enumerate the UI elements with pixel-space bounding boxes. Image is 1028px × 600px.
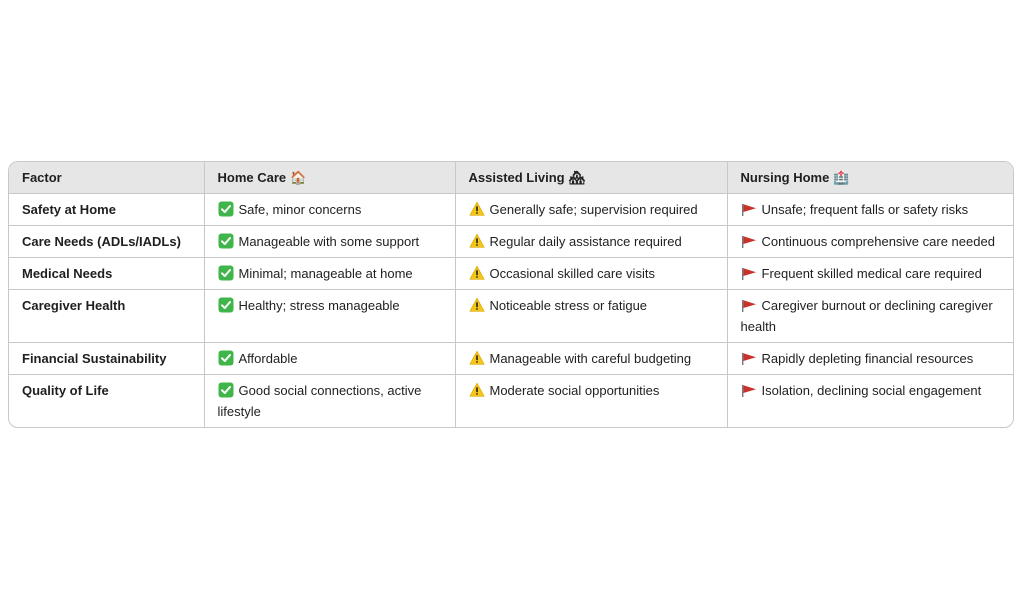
red-flag-icon [741,297,757,313]
check-mark-icon [218,382,234,398]
cell-text: Generally safe; supervision required [489,202,698,217]
red-flag-icon [741,382,757,398]
check-mark-icon [218,233,234,249]
red-flag-icon [741,233,757,249]
assisted-living-cell [455,258,727,290]
assisted-living-cell [455,226,727,258]
factor-cell: Safety at Home [22,202,116,217]
cell-text: Isolation, declining social engagement [761,383,982,398]
table-row [9,290,1013,343]
nursing-home-cell [727,194,1013,226]
home-care-cell [204,226,455,258]
table-row [9,343,1013,375]
cell-text: Unsafe; frequent falls or safety risks [761,202,969,217]
cell-text: Caregiver burnout or declining caregiver health [740,298,993,334]
header-home-care [204,162,455,194]
cell-text: Manageable with some support [238,234,420,249]
check-mark-icon [218,265,234,281]
header-nursing-home [727,162,1013,194]
warning-icon [469,350,485,366]
nursing-home-cell [727,226,1013,258]
home-care-cell [204,343,455,375]
header-row [9,162,1013,194]
warning-icon [469,265,485,281]
assisted-living-cell [455,194,727,226]
header-factor [9,162,204,194]
cell-text: Manageable with careful budgeting [489,351,692,366]
table-row [9,226,1013,258]
comparison-table-container [8,161,1014,428]
check-mark-icon [218,297,234,313]
warning-icon [469,201,485,217]
nursing-home-cell [727,375,1013,428]
header-label: Nursing Home [740,170,830,185]
factor-cell: Caregiver Health [9,290,204,343]
cell-text: Continuous comprehensive care needed [761,234,995,249]
house-icon: 🏠 [290,170,307,185]
nursing-home-cell [727,258,1013,290]
cell-text: Frequent skilled medical care required [761,266,982,281]
header-label: Assisted Living [468,170,565,185]
cell-text: Safe, minor concerns [238,202,362,217]
table-row [9,194,1013,226]
check-mark-icon [218,350,234,366]
cell-text: Healthy; stress manageable [238,298,400,313]
assisted-living-cell [455,343,727,375]
cell-text: Noticeable stress or fatigue [489,298,648,313]
care-options-comparison-table [9,162,1013,427]
home-care-cell [204,194,455,226]
assisted-living-cell [455,375,727,428]
table-header [9,162,1013,194]
header-assisted-living [455,162,727,194]
red-flag-icon [741,265,757,281]
header-label: Factor [22,170,62,185]
cell-text: Moderate social opportunities [489,383,660,398]
table-body [9,194,1013,428]
factor-cell: Care Needs (ADLs/IADLs) [9,226,204,258]
home-care-cell [204,375,455,428]
home-care-cell [204,290,455,343]
cell-text: Regular daily assistance required [489,234,682,249]
warning-icon [469,297,485,313]
factor-cell: Financial Sustainability [9,343,204,375]
factor-cell: Quality of Life [9,375,204,428]
cell-text: Occasional skilled care visits [489,266,655,281]
red-flag-icon [741,350,757,366]
factor-cell: Medical Needs [9,258,204,290]
header-label: Home Care [217,170,287,185]
cell-text: Rapidly depleting financial resources [761,351,974,366]
warning-icon [469,233,485,249]
nursing-home-cell [727,290,1013,343]
home-care-cell [204,258,455,290]
nursing-home-cell [727,343,1013,375]
warning-icon [469,382,485,398]
cell-text: Minimal; manageable at home [238,266,413,281]
red-flag-icon [741,201,757,217]
table-row [9,258,1013,290]
cell-text: Good social connections, active lifestyle [217,383,422,419]
houses-icon: 🏘 [568,170,586,185]
assisted-living-cell [455,290,727,343]
cell-text: Affordable [238,351,298,366]
table-row [9,375,1013,428]
check-mark-icon [218,201,234,217]
hospital-icon: 🏥 [833,170,850,185]
